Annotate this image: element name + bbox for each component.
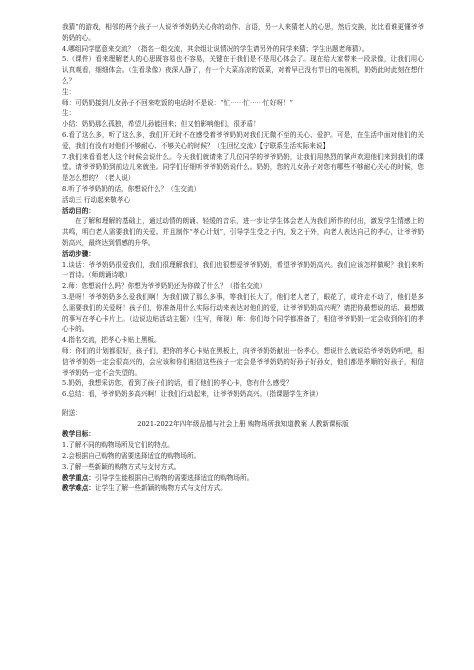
student-response-2: 生： <box>62 109 76 118</box>
teaching-goal-2: 2.会根据自己购物的需要选择适宜的购物场所。 <box>62 452 201 461</box>
student-response-1: 生： <box>62 87 76 96</box>
activity-steps-label: 活动步骤： <box>62 249 95 258</box>
paragraph-step-6: 6.看了这么多，听了这么多，我们开无时不在感受着爷爷奶奶对我们无微不至的关心、爱护。可是，在生活中面对他们的关爱，我们有没有对他们不够耐心、不够关心的时候？（生回忆交流）【宁联系生活实际来说】 <box>62 130 424 150</box>
activity-purpose-text: 在了解和理解的基础上，通过动情的朗诵、轻缓的音乐，进一步让学生体会老人为我们所作的付出，激发学生情感上的共鸣，明白老人需要我们的关爱。并且制作“孝心计划”，引导学生受之于内，发之于外，向老人表达自己的孝心，让爷爷奶奶高兴，最终达到情感的升华。 <box>62 217 424 247</box>
key-point-label: 教学重点： <box>62 473 95 482</box>
paragraph-step-8: 8.听了爷爷奶奶的话，你想说什么？（生交流） <box>62 184 201 193</box>
activity-purpose-label: 活动目的： <box>62 206 95 215</box>
difficulty-text: 让学生了解一些新颖的购物方式与支付方式。 <box>94 484 227 493</box>
difficulty-label: 教学难点： <box>62 484 95 493</box>
paragraph-step-7: 7.我们来看看老人这个时候会说什么。今天我们就请来了几位同学的爷爷奶奶，让我们用热烈的掌声欢迎他们来到我们的课堂。请爷爷奶奶到前边儿来就坐。同学们仔细听爷爷奶奶说什么。奶奶，您的儿女孙子对您有哪些不够耐心关心的时候，您是怎么想的？（老人说） <box>62 152 424 183</box>
activity-step-5: 5.奶奶，我想采访您，看到了孩子们的话，看了他们的孝心卡，您有什么感受？ <box>62 379 293 388</box>
paragraph-guessing-game: 我猜”的游戏，相邻的两个孩子一人说爷爷奶奶关心你的动作、言语，另一人来猜老人的心思，然后交换，比比看谁更懂爷爷奶奶的心。 <box>62 23 424 42</box>
activity-step-4: 4.指名交流，把孝心卡贴上黑板。 <box>62 336 161 345</box>
appendix-title: 2021-2022年四年级品德与社会上册 购物场所我知道教案 人教新课标版 <box>137 419 349 428</box>
paragraph-step-4: 4.哪组同学愿意来交流？（指名一组交流，其余组让说情况的学生请另外的同学来猜；学生出题老师猜）。 <box>62 44 369 53</box>
paragraph-step-5-video: 5.（课件）看来理解老人的心思既容易也不容易，关键在于我们是不是用心体会了。现在给大家带来一段录像，让我们用心认真观看，细细体会。（生看录像）夜深人静了，有一个大菜冻凉的饭菜，对着早已没有节日的电视机，奶奶此时此刻在想什么？ <box>62 55 424 85</box>
activity-step-1: 1.谈话：爷爷奶奶很爱我们，我们很理解我们，我们也很想爱爷爷奶奶，希望爷爷奶奶高兴。我们应该怎样做呢？我们来听一首诗。（师朗诵诗歌） <box>62 260 424 280</box>
activity-step-3: 3.是呀！爷爷奶奶多么爱我们啊！为我们做了那么多事，等我们长大了，他们老人老了，眼花了，或许走不动了，他们是多么需要我们的关爱呀！孩子们，你准备用什么实际行动来表达对他们的爱，让爷爷奶奶高兴呢？请把你最想说的话、最想做的事写在孝心卡片上。（边说边贴活动主题）（生写，师视）师：你们每个同学都准备了，相信爷爷奶奶一定会收到你们的孝心卡的。 <box>62 292 424 334</box>
activity-3-heading: 活动三 行动起来敬孝心 <box>62 195 131 204</box>
key-point-row <box>62 473 424 484</box>
activity-step-2: 2.师：您想说什么吗？你想为爷爷奶奶还为你做了什么？（指名交流） <box>62 282 267 291</box>
teacher-line-1: 师：可奶奶接到儿女孙子不回来吃饭的电话时不是说：“忙⋯⋯忙⋯⋯忙好呀！” <box>62 98 293 107</box>
summary-line: 小结：奶奶那么孤独，希望儿孙能回来；但又怕影响他们，很矛盾！ <box>62 120 260 129</box>
activity-step-6: 6.总结：看，爷爷奶奶多高兴啊！让我们行动起来，让爷爷奶奶高兴。（指课题学生齐读） <box>62 390 323 399</box>
appendix-label: 附送： <box>62 408 82 417</box>
teaching-goals-label: 教学目标： <box>62 430 95 439</box>
section-spacer <box>62 400 424 408</box>
difficulty-row <box>62 483 424 494</box>
teacher-line-cards: 师：你们的计划都很好，孩子们，把你的孝心卡贴在黑板上，向爷爷奶奶献出一份孝心，想说什么就说给爷爷奶奶听吧，相信爷爷奶奶一定会很高兴的，会应该和你们相信这些孩子一定会是爷爷奶奶的好孙子好孙女，他们都是孝顺的好孩子，相信爷爷奶奶一定不会失望的。 <box>62 346 424 377</box>
key-point-text: 引导学生能根据自己购物的需要选择适宜的购物场所。 <box>94 473 254 482</box>
teaching-goal-3: 3.了解一些新颖的购物方式与支付方式。 <box>62 462 181 471</box>
teaching-goal-1: 1.了解不同的购物场所及它们的特点。 <box>62 441 174 450</box>
